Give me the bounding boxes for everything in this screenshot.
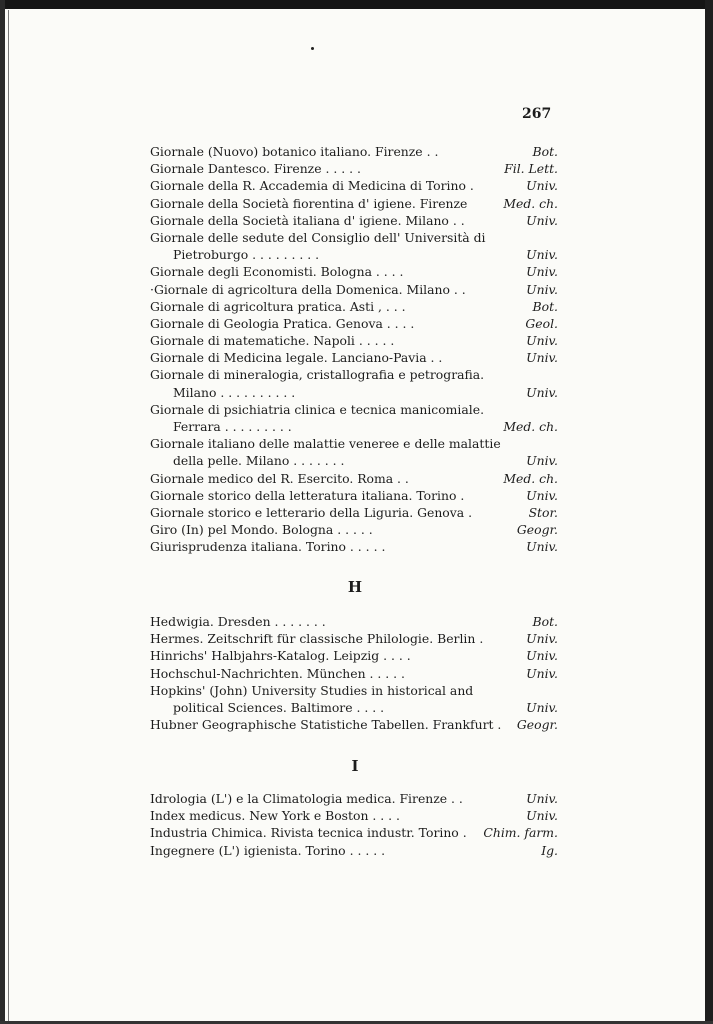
list-item	[150, 665, 558, 682]
list-item	[150, 452, 558, 469]
entry-title: Giornale di mineralogia, cristallografia e petrografia.	[150, 367, 485, 383]
entry-title: Giornale (Nuovo) botanico italiano. Firenze . .	[150, 144, 439, 159]
entry-library-abbr: Univ.	[523, 487, 558, 504]
list-item	[150, 315, 558, 332]
entry-title: Giurisprudenza italiana. Torino . . . . .	[150, 539, 386, 555]
entry-title: Hochschul-Nachrichten. München . . . . .	[150, 665, 405, 681]
entry-title: Hermes. Zeitschrift für classische Philologie. Berlin .	[150, 631, 484, 647]
entry-title: Giornale delle sedute del Consiglio dell' Università di	[150, 229, 486, 245]
list-item	[150, 298, 558, 315]
entry-library-abbr: Geogr.	[514, 716, 558, 733]
entry-library-abbr: Med. ch.	[500, 195, 558, 212]
list-item	[150, 682, 558, 699]
entry-title: Giornale della R. Accademia di Medicina di Torino .	[150, 178, 474, 194]
entry-title: Index medicus. New York e Boston . . . .	[150, 808, 400, 824]
entry-title: Giornale di psichiatria clinica e tecnica manicomiale.	[150, 401, 485, 417]
entry-title: Giornale della Società italiana d' igiene. Milano . .	[150, 212, 465, 228]
entry-library-abbr: Geogr.	[514, 521, 558, 538]
entry-title: Hubner Geographische Statistiche Tabellen. Frankfurt .	[150, 717, 502, 733]
entry-title: Hinrichs' Halbjahrs-Katalog. Leipzig . . . .	[150, 648, 411, 664]
ink-speck	[311, 47, 314, 50]
entry-title: Industria Chimica. Rivista tecnica industr. Torino .	[150, 825, 467, 841]
entry-library-abbr: Univ.	[523, 384, 558, 401]
list-item	[150, 790, 558, 807]
scan-left-shadow	[8, 10, 9, 1024]
entry-title: Giornale di Medicina legale. Lanciano-Pavia . .	[150, 350, 443, 366]
section-i-list	[150, 790, 558, 859]
list-item	[150, 384, 558, 401]
entry-library-abbr: Univ.	[523, 177, 558, 194]
entry-title: Giornale italiano delle malattie veneree e delle malattie	[150, 436, 501, 452]
entry-title: Ferrara . . . . . . . . .	[173, 419, 292, 434]
list-item	[150, 229, 558, 246]
list-item	[150, 521, 558, 538]
list-item	[150, 246, 558, 263]
scan-left-edge	[0, 0, 5, 1024]
list-item	[150, 332, 558, 349]
list-item	[150, 538, 558, 555]
entry-library-abbr: Univ.	[523, 349, 558, 366]
entry-library-abbr: Univ.	[523, 212, 558, 229]
section-letter-h: H	[347, 578, 363, 596]
list-item	[150, 842, 558, 859]
entry-library-abbr: Univ.	[523, 630, 558, 647]
list-item	[150, 401, 558, 418]
entry-title: Giornale di matematiche. Napoli . . . . .	[150, 333, 395, 349]
list-item	[150, 716, 558, 733]
entry-library-abbr: Univ.	[523, 790, 558, 807]
entry-title: Milano . . . . . . . . . .	[173, 384, 296, 400]
list-item	[150, 281, 558, 298]
entry-library-abbr: Univ.	[523, 538, 558, 555]
entry-title: Giornale di agricoltura pratica. Asti , . . .	[150, 298, 406, 314]
entry-title: Hedwigia. Dresden . . . . . . .	[150, 614, 326, 629]
entry-library-abbr: Univ.	[523, 699, 558, 716]
entry-title: Giornale di Geologia Pratica. Genova . . . .	[150, 315, 415, 331]
entry-title: Giornale della Società fiorentina d' igiene. Firenze	[150, 195, 468, 211]
list-item	[150, 195, 558, 212]
entry-title: ·Giornale di agricoltura della Domenica. Milano . .	[150, 281, 466, 297]
entry-title: Giornale medico del R. Esercito. Roma . .	[150, 470, 409, 486]
list-item	[150, 435, 558, 452]
entry-title: Idrologia (L') e la Climatologia medica. Firenze . .	[150, 791, 463, 806]
entry-title: Giornale degli Economisti. Bologna . . . .	[150, 264, 404, 280]
entry-title: Ingegnere (L') igienista. Torino . . . . .	[150, 842, 386, 858]
entry-library-abbr: Ig.	[538, 842, 558, 859]
entry-library-abbr: Bot.	[530, 143, 558, 160]
list-item	[150, 647, 558, 664]
entry-library-abbr: Univ.	[523, 647, 558, 664]
entry-title: Giornale storico della letteratura italiana. Torino .	[150, 487, 465, 503]
entry-library-abbr: Bot.	[530, 613, 558, 630]
entry-title: political Sciences. Baltimore . . . .	[173, 699, 385, 715]
list-item	[150, 349, 558, 366]
list-item	[150, 630, 558, 647]
entry-library-abbr: Stor.	[526, 504, 558, 521]
entry-title: della pelle. Milano . . . . . . .	[173, 453, 345, 469]
scan-top-edge	[0, 0, 713, 9]
list-item	[150, 613, 558, 630]
list-item	[150, 418, 558, 435]
list-item	[150, 699, 558, 716]
section-letter-i: I	[351, 757, 359, 775]
list-item	[150, 504, 558, 521]
entry-title: Hopkins' (John) University Studies in historical and	[150, 682, 474, 698]
list-item	[150, 824, 558, 841]
entry-library-abbr: Med. ch.	[500, 470, 558, 487]
entry-title: Giornale Dantesco. Firenze . . . . .	[150, 161, 361, 177]
entry-title: Giornale storico e letterario della Liguria. Genova .	[150, 504, 473, 520]
entry-library-abbr: Geol.	[522, 315, 558, 332]
list-item	[150, 807, 558, 824]
entry-library-abbr: Univ.	[523, 246, 558, 263]
entry-library-abbr: Univ.	[523, 807, 558, 824]
list-item	[150, 212, 558, 229]
scan-right-edge	[705, 0, 713, 1024]
list-item	[150, 143, 558, 160]
entry-library-abbr: Fil. Lett.	[501, 160, 558, 177]
entry-library-abbr: Univ.	[523, 332, 558, 349]
list-item	[150, 366, 558, 383]
entry-title: Pietroburgo . . . . . . . . .	[173, 247, 320, 263]
list-item	[150, 177, 558, 194]
page-number: 267	[522, 106, 552, 122]
entry-library-abbr: Med. ch.	[500, 418, 558, 435]
entry-library-abbr: Univ.	[523, 452, 558, 469]
section-h-list	[150, 613, 558, 733]
entry-library-abbr: Chim. farm.	[480, 824, 558, 841]
list-item	[150, 160, 558, 177]
list-item	[150, 263, 558, 280]
entry-library-abbr: Univ.	[523, 263, 558, 280]
entry-library-abbr: Bot.	[530, 298, 558, 315]
entry-title: Giro (In) pel Mondo. Bologna . . . . .	[150, 522, 373, 538]
entry-library-abbr: Univ.	[523, 665, 558, 682]
list-item	[150, 487, 558, 504]
entry-library-abbr: Univ.	[523, 281, 558, 298]
section-g-list	[150, 143, 558, 556]
list-item	[150, 470, 558, 487]
